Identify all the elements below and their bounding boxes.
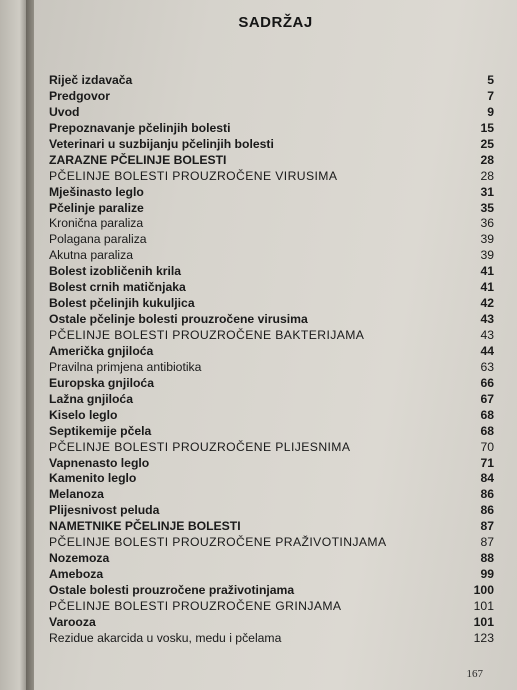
toc-entry-page: 7 xyxy=(487,88,494,103)
toc-entry-page: 28 xyxy=(480,168,494,183)
toc-entry-page: 39 xyxy=(480,232,494,247)
toc-entry-title: PČELINJE BOLESTI PROUZROČENE PRAŽIVOTINJAMA xyxy=(49,535,387,550)
toc-entry-page: 42 xyxy=(480,296,494,311)
toc-entry-page: 44 xyxy=(480,343,494,358)
toc-entry xyxy=(49,344,494,360)
toc-entry-title: Lažna gnjiloća xyxy=(49,391,133,406)
toc-entry xyxy=(49,519,494,535)
toc-entry-page: 63 xyxy=(480,359,494,374)
toc-entry xyxy=(49,487,494,503)
toc-entry xyxy=(49,376,494,392)
toc-entry-title: Varooza xyxy=(49,614,96,629)
toc-entry-title: PČELINJE BOLESTI PROUZROČENE PLIJESNIMA xyxy=(49,439,351,454)
toc-entry xyxy=(49,296,494,312)
toc-entry xyxy=(49,121,494,137)
toc-entry-page: 5 xyxy=(487,73,494,87)
toc-entry-title: Bolest izobličenih krila xyxy=(49,264,182,279)
toc-entry xyxy=(49,89,494,105)
toc-entry xyxy=(49,615,494,631)
toc-entry-title: Veterinari u suzbijanju pčelinjih bolesti xyxy=(49,136,274,151)
toc-entry xyxy=(49,440,494,456)
toc-entry-title: Akutna paraliza xyxy=(49,248,134,263)
toc-entry-page: 87 xyxy=(480,535,494,550)
page-number: 167 xyxy=(466,668,483,680)
toc-entry-page: 84 xyxy=(480,471,494,486)
toc-entry-page: 67 xyxy=(480,391,494,406)
toc-entry-page: 86 xyxy=(480,487,494,502)
toc-entry-page: 36 xyxy=(480,216,494,231)
toc-entry-page: 39 xyxy=(480,248,494,263)
toc-entry-title: Kamenito leglo xyxy=(49,471,137,486)
toc-entry-page: 123 xyxy=(473,630,494,645)
toc-entry-title: Pravilna primjena antibiotika xyxy=(49,359,202,374)
toc-entry xyxy=(49,248,494,264)
toc-entry xyxy=(49,408,494,424)
toc-entry-title: Nozemoza xyxy=(49,551,110,566)
toc-entry-title: Uvod xyxy=(49,104,80,119)
toc-entry-page: 66 xyxy=(480,375,494,390)
toc-entry xyxy=(49,73,494,89)
toc-entry-page: 15 xyxy=(480,120,494,135)
toc-entry xyxy=(49,201,494,217)
toc-entry xyxy=(49,153,494,169)
toc-entry-title: Američka gnjiloća xyxy=(49,343,154,358)
toc-entry-page: 88 xyxy=(480,551,494,566)
toc-entry-title: Bolest pčelinjih kukuljica xyxy=(49,296,195,311)
toc-entry-title: Europska gnjiloća xyxy=(49,375,154,390)
toc-entry xyxy=(49,169,494,185)
toc-entry xyxy=(49,503,494,519)
toc-entry xyxy=(49,312,494,328)
toc-entry xyxy=(49,631,494,647)
toc-entry xyxy=(49,360,494,376)
toc-entry-title: Plijesnivost peluda xyxy=(49,503,160,518)
toc-entry-page: 68 xyxy=(480,423,494,438)
toc-entry-page: 100 xyxy=(473,583,494,597)
toc-entry-page: 41 xyxy=(480,280,494,295)
toc-entry xyxy=(49,185,494,201)
contents-page xyxy=(34,0,517,690)
toc-entry xyxy=(49,232,494,248)
toc-entry xyxy=(49,392,494,408)
toc-entry-page: 35 xyxy=(480,200,494,215)
toc-entry-page: 43 xyxy=(480,312,494,327)
toc-entry xyxy=(49,535,494,551)
toc-entry xyxy=(49,280,494,296)
toc-entry xyxy=(49,583,494,599)
toc-entry-title: NAMETNIKE PČELINJE BOLESTI xyxy=(49,519,241,534)
toc-entry-title: PČELINJE BOLESTI PROUZROČENE GRINJAMA xyxy=(49,598,342,613)
toc-entry-title: Pčelinje paralize xyxy=(49,200,144,215)
toc-entry-page: 25 xyxy=(480,136,494,151)
toc-entry-title: Ostale pčelinje bolesti prouzročene virusima xyxy=(49,312,308,327)
toc-entry-title: Predgovor xyxy=(49,88,110,103)
toc-entry xyxy=(49,456,494,472)
toc-entry-title: Mješinasto leglo xyxy=(49,184,144,199)
toc-entry xyxy=(49,216,494,232)
toc-entry-title: Riječ izdavača xyxy=(49,73,133,87)
toc-entry-title: Polagana paraliza xyxy=(49,232,147,247)
toc-entry-title: Vapnenasto leglo xyxy=(49,455,150,470)
toc-entry-title: Prepoznavanje pčelinjih bolesti xyxy=(49,120,231,135)
left-page-edge xyxy=(0,0,28,690)
toc-entry-title: Kronična paraliza xyxy=(49,216,144,231)
toc-entry-title: PČELINJE BOLESTI PROUZROČENE VIRUSIMA xyxy=(49,168,338,183)
toc-entry xyxy=(49,471,494,487)
toc-entry-title: Melanoza xyxy=(49,487,104,502)
toc-entry xyxy=(49,424,494,440)
page-title: SADRŽAJ xyxy=(238,14,313,31)
toc-entry-page: 87 xyxy=(480,519,494,534)
toc-entry-page: 31 xyxy=(480,184,494,199)
toc-entry xyxy=(49,105,494,121)
table-of-contents xyxy=(49,73,494,647)
toc-entry xyxy=(49,137,494,153)
toc-entry-title: Kiselo leglo xyxy=(49,407,118,422)
toc-entry xyxy=(49,567,494,583)
toc-entry-page: 28 xyxy=(480,152,494,167)
toc-entry-title: PČELINJE BOLESTI PROUZROČENE BAKTERIJAMA xyxy=(49,328,365,342)
toc-entry xyxy=(49,551,494,567)
toc-entry-title: Ostale bolesti prouzročene praživotinjama xyxy=(49,583,295,597)
toc-entry-page: 99 xyxy=(480,567,494,582)
toc-entry xyxy=(49,599,494,615)
toc-entry-page: 43 xyxy=(480,328,494,342)
toc-entry xyxy=(49,328,494,344)
toc-entry-page: 86 xyxy=(480,503,494,518)
toc-entry-title: Bolest crnih matičnjaka xyxy=(49,280,186,295)
toc-entry-page: 101 xyxy=(473,598,494,613)
toc-entry-page: 68 xyxy=(480,407,494,422)
toc-entry-page: 9 xyxy=(487,104,494,119)
toc-entry-title: ZARAZNE PČELINJE BOLESTI xyxy=(49,152,227,167)
toc-entry-title: Ameboza xyxy=(49,567,104,582)
toc-entry xyxy=(49,264,494,280)
toc-entry-page: 41 xyxy=(480,264,494,279)
toc-entry-page: 71 xyxy=(480,455,494,470)
toc-entry-title: Rezidue akarcida u vosku, medu i pčelama xyxy=(49,630,282,645)
toc-entry-title: Septikemije pčela xyxy=(49,423,152,438)
toc-entry-page: 70 xyxy=(480,439,494,454)
toc-entry-page: 101 xyxy=(473,614,494,629)
